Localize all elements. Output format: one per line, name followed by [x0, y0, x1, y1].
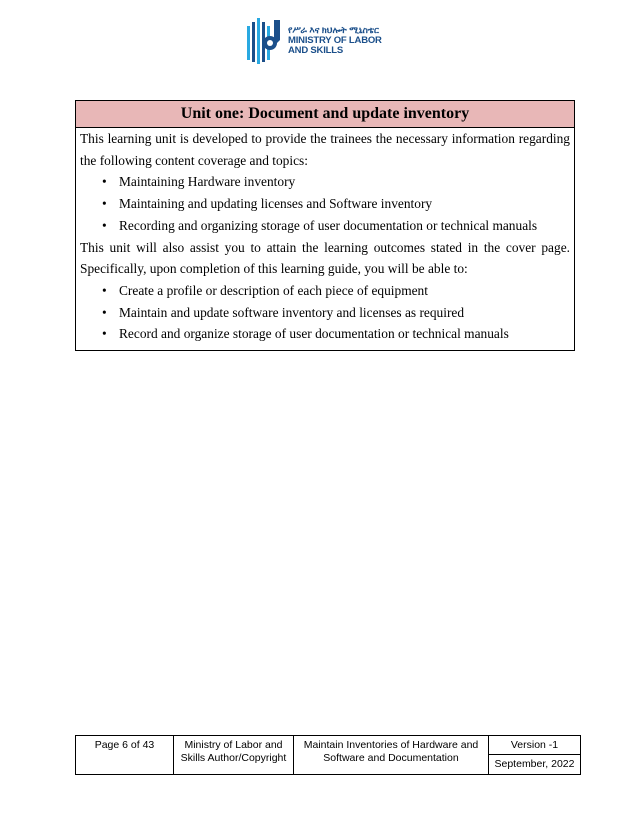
unit-title: Unit one: Document and update inventory: [76, 101, 574, 128]
ministry-emblem-icon: [246, 16, 282, 66]
footer-course-title: Maintain Inventories of Hardware and Software and Documentation: [294, 736, 489, 775]
logo-line-2: AND SKILLS: [288, 45, 344, 57]
logo-line-1: MINISTRY OF LABOR: [288, 34, 382, 46]
logo-text: [288, 25, 382, 57]
footer-version: Version -1: [489, 736, 581, 755]
outcomes-list: [80, 280, 570, 345]
unit-body: [76, 128, 574, 345]
topic-item: • Maintaining Hardware inventory: [80, 171, 570, 193]
logo-amharic: የሥራ እና ክህሎት ሚኒስቴር: [288, 25, 380, 36]
page-footer: [75, 735, 581, 775]
footer-author: Ministry of Labor and Skills Author/Copyright: [174, 736, 294, 775]
topics-list: [80, 171, 570, 236]
unit-intro: This learning unit is developed to provide the trainees the necessary information regarding the following content coverage and topics:: [80, 131, 570, 168]
topic-item: • Maintaining and updating licenses and Software inventory: [80, 193, 570, 215]
topic-item: • Recording and organizing storage of user documentation or technical manuals: [80, 215, 570, 237]
outcomes-intro: This unit will also assist you to attain the learning outcomes stated in the cover page. Specifically, upon completion of this learning guide, you will be able to:: [80, 239, 570, 277]
outcome-item: • Create a profile or description of each piece of equipment: [80, 280, 570, 302]
unit-box: [75, 100, 575, 351]
footer-page-number: Page 6 of 43: [76, 736, 174, 775]
ministry-logo: [246, 16, 382, 66]
outcome-item: • Maintain and update software inventory and licenses as required: [80, 302, 570, 324]
footer-date: September, 2022: [489, 755, 581, 775]
outcome-item: • Record and organize storage of user documentation or technical manuals: [80, 323, 570, 345]
